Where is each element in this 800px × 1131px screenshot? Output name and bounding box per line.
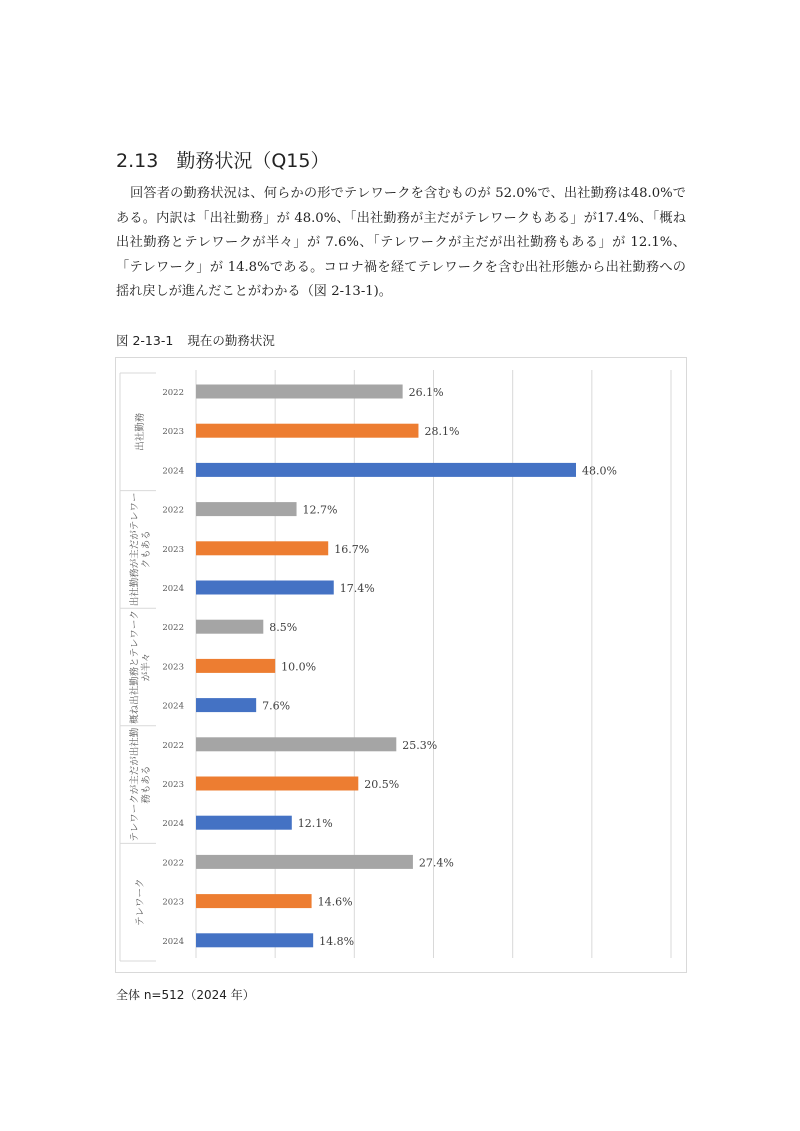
bar: [196, 816, 292, 830]
bar: [196, 620, 263, 634]
year-tick-label: 2023: [162, 544, 184, 555]
data-label: 26.1%: [408, 386, 444, 399]
bar: [196, 933, 313, 947]
data-label: 16.7%: [334, 542, 370, 556]
bar: [196, 581, 334, 595]
year-tick-label: 2024: [162, 584, 184, 594]
section-heading: [116, 146, 329, 173]
year-tick-label: 2023: [162, 427, 184, 438]
figure-title: 現在の勤務状況: [187, 333, 275, 348]
section-number: 2.13: [116, 150, 159, 172]
data-label: 28.1%: [424, 425, 460, 439]
bar: [196, 424, 418, 438]
year-tick-label: 2024: [162, 466, 184, 477]
data-label: 12.7%: [302, 503, 338, 517]
year-tick-label: 2023: [162, 897, 184, 908]
year-tick-label: 2023: [162, 780, 184, 790]
data-label: 12.1%: [297, 817, 333, 831]
bar: [196, 502, 297, 516]
bar: [196, 541, 328, 555]
category-label: 概ね出社勤務とテレワークが半々: [129, 610, 152, 724]
body-paragraph: 回答者の勤務状況は、何らかの形でテレワークを含むものが 52.0%で、出社勤務は48.0%である。内訳は「出社勤務」が 48.0%、「出社勤務が主だがテレワークもある」が17.4%、「概ね出社勤務とテレワークが半々」が 7.6%、「テレワークが主だが出社勤務もある」が 12.1%、「テレワーク」が 14.8%である。コロナ禍を経てテレワークを含む出社形態から出社勤務への揺れ戻しが進んだことがわかる（図 2-13-1)。: [116, 186, 686, 300]
data-label: 8.5%: [269, 621, 298, 635]
bar: [196, 737, 396, 751]
bar: [196, 698, 256, 712]
data-label: 10.0%: [281, 660, 317, 674]
year-tick-label: 2023: [162, 662, 184, 673]
category-label: テレワーク: [135, 878, 146, 926]
year-tick-label: 2022: [162, 388, 184, 398]
footnote: 全体 n=512（2024 年）: [116, 988, 255, 1002]
data-label: 14.6%: [317, 895, 353, 909]
year-tick-label: 2022: [162, 740, 184, 751]
year-tick-label: 2024: [162, 701, 184, 712]
data-label: 27.4%: [418, 856, 454, 870]
figure-caption: [116, 331, 275, 349]
bar: [196, 777, 358, 791]
data-label: 48.0%: [582, 464, 617, 478]
year-tick-label: 2022: [162, 623, 184, 634]
bar: [196, 385, 403, 399]
section-title: 勤務状況（Q15）: [176, 150, 330, 172]
bar: [196, 894, 312, 908]
data-label: 17.4%: [339, 582, 375, 595]
bar: [196, 855, 413, 869]
figure-label: 図 2-13-1: [116, 333, 174, 348]
data-label: 25.3%: [402, 738, 438, 752]
year-tick-label: 2024: [162, 819, 184, 830]
data-label: 20.5%: [364, 778, 400, 791]
bar: [196, 659, 275, 673]
year-tick-label: 2024: [162, 936, 184, 947]
bar: [196, 463, 576, 477]
data-label: 7.6%: [262, 699, 291, 713]
category-label: 出社勤務が主だがテレワークもある: [129, 492, 152, 607]
chart-frame: [115, 357, 687, 973]
category-label: 出社勤務: [135, 412, 146, 451]
data-label: 14.8%: [319, 934, 355, 948]
year-tick-label: 2022: [162, 858, 184, 869]
category-label: テレワークが主だが出社勤務もある: [129, 727, 152, 842]
year-tick-label: 2022: [162, 505, 184, 516]
bar-chart: [116, 358, 686, 972]
